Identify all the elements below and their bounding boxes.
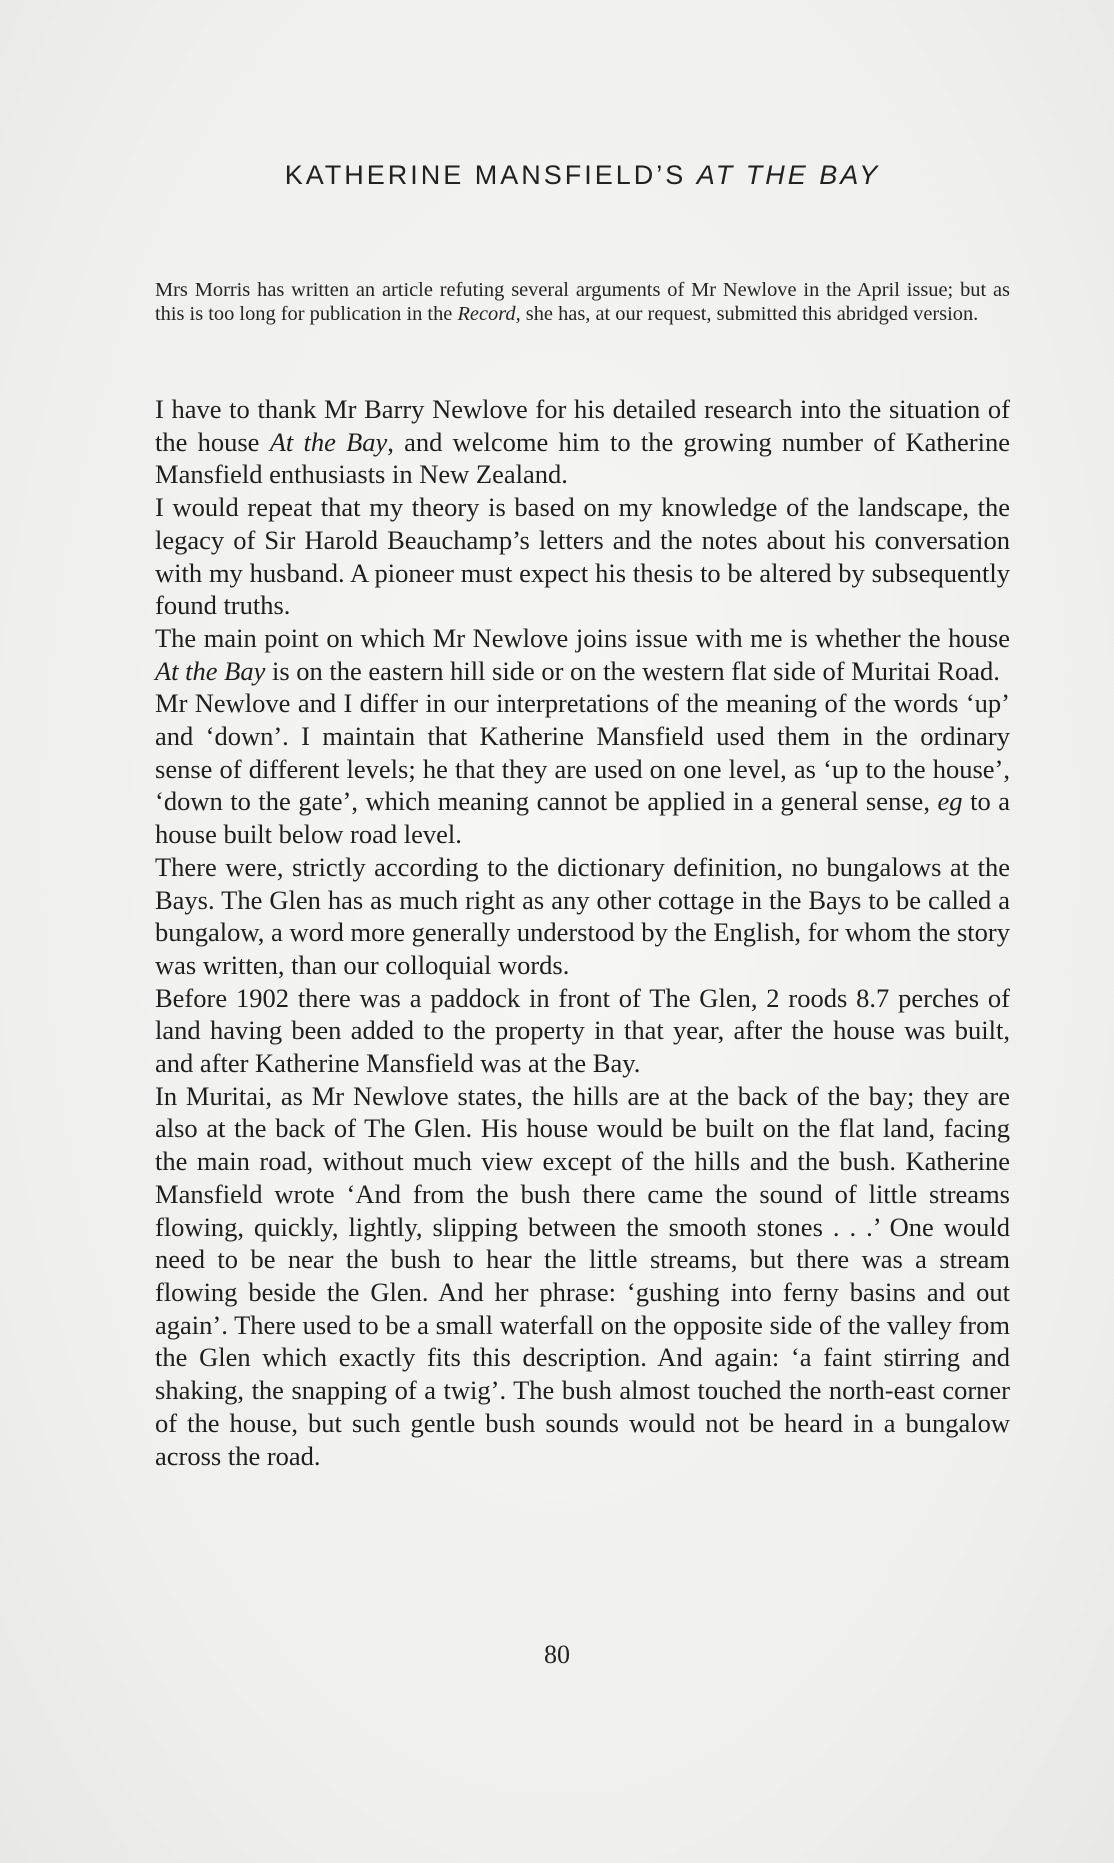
paragraph-3-italic: At the Bay [155, 655, 266, 686]
paragraph-1-text-c: , and welcome him to the growing number of Katherine Mansfield enthusiasts in New Zealand. [155, 426, 1011, 490]
paragraph-7-text: In Muritai, as Mr Newlove states, the hills are at the back of the bay; they are also at the back of The Glen. His house would be built on the flat land, facing the main road, without much view except of the hills and the bush. Katherine Mansfield wrote ‘And from the bush there came the sound of little streams flowing, quickly, lightly, slipping between the smooth stones . . .’ One would need to be near the bush to hear the little streams, but there was a stream flowing beside the Glen. And her phrase: ‘gushing into ferny basins and out again’. There used to be a small waterfall on the opposite side of the valley from the Glen which exactly fits this description. And again: ‘a faint stirring and shaking, the snapping of a twig’. The bush almost touched the north-east corner of the house, but such gentle bush sounds would not be heard in a bungalow across the road. [155, 1080, 1010, 1471]
paragraph-4 [155, 687, 1010, 851]
paragraph-3 [155, 622, 1010, 687]
editorial-note-journal: Record, [457, 303, 521, 325]
paragraph-4-italic: eg [937, 786, 963, 817]
title-prefix: KATHERINE MANSFIELD’S [284, 160, 687, 190]
editorial-note-part1: Mrs Morris has written an article refuting several arguments of Mr Newlove in the April issue; but as this is too long for publication in the [155, 279, 1010, 325]
paragraph-3-text-c: is on the eastern hill side or on the western flat side of Muritai Road. [272, 655, 1000, 686]
paragraph-2 [155, 491, 1010, 622]
paragraph-4-text-c: to a house built below road level. [155, 786, 1011, 850]
paragraph-1-text-a: I have to thank Mr Barry Newlove for his detailed research into the situation of the house [155, 394, 1010, 457]
paragraph-2-text: I would repeat that my theory is based on my knowledge of the landscape, the legacy of Sir Harold Beauchamp’s letters and the notes about his conversation with my husband. A pioneer must expect his thesis to be altered by subsequently found truths. [155, 492, 1010, 621]
page-title [155, 160, 1010, 191]
page-number: 80 [544, 1640, 570, 1669]
paragraph-6-text: Before 1902 there was a paddock in front of The Glen, 2 roods 8.7 perches of land having been added to the property in that year, after the house was built, and after Katherine Mansfield was at the Bay. [155, 982, 1010, 1079]
paragraph-7 [155, 1080, 1010, 1472]
paragraph-1-italic: At the Bay [269, 426, 388, 457]
editorial-note [155, 278, 1010, 326]
paragraph-6 [155, 982, 1010, 1080]
editorial-note-part3: she has, at our request, submitted this abridged version. [525, 303, 979, 325]
article-body [155, 393, 1010, 1472]
paragraph-3-text-a: The main point on which Mr Newlove joins issue with me is whether the house [155, 622, 1010, 653]
paragraph-5-text: There were, strictly according to the dictionary definition, no bungalows at the Bays. The Glen has as much right as any other cottage in the Bays to be called a bungalow, a word more generally understood by the English, for whom the story was written, than our colloquial words. [155, 851, 1010, 980]
title-italic: AT THE BAY [696, 160, 881, 190]
paragraph-4-text-a: Mr Newlove and I differ in our interpretations of the meaning of the words ‘up’ and ‘down’. I maintain that Katherine Mansfield used them in the ordinary sense of different levels; he that they are used on one level, as ‘up to the house’, ‘down to the gate’, which meaning cannot be applied in a general sense, [155, 688, 1010, 817]
paragraph-5 [155, 851, 1010, 982]
paragraph-1 [155, 393, 1010, 491]
